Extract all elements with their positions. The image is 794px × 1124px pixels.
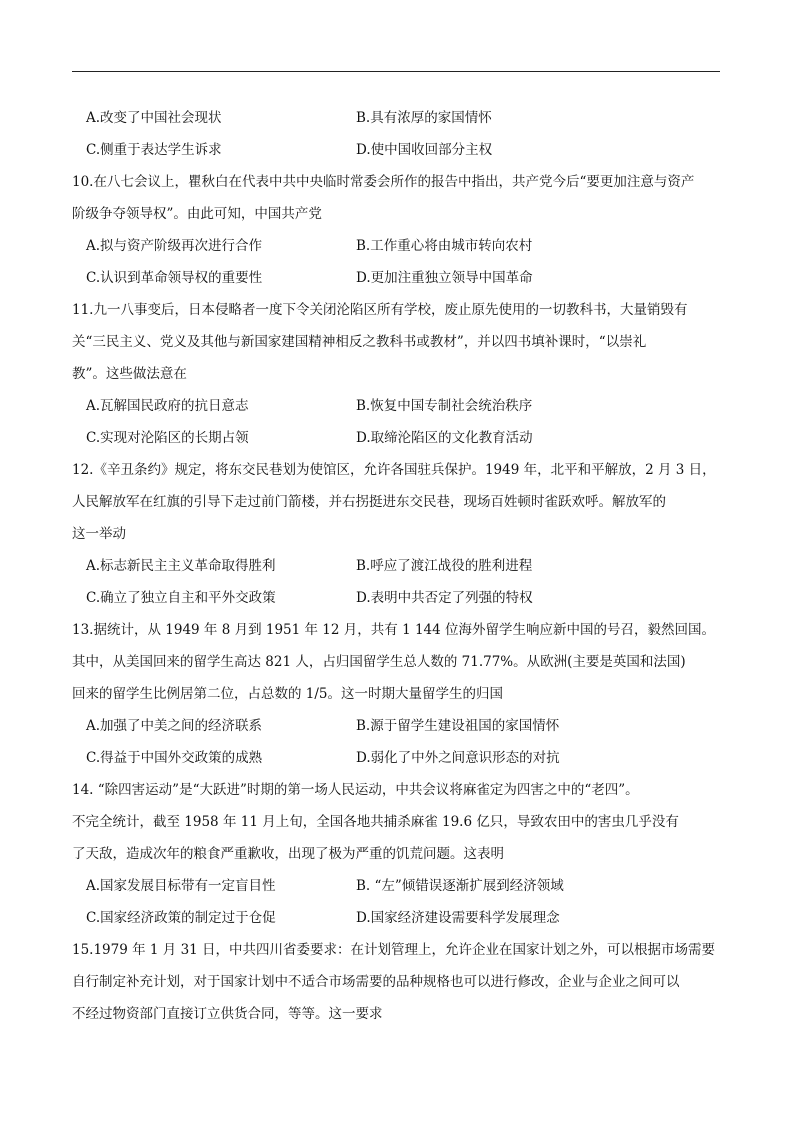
option-row — [72, 426, 722, 458]
answer-option: C.确立了独立自主和平外交政策 — [86, 590, 276, 606]
question-stem-line: 了天敌，造成次年的粮食严重歉收，出现了极为严重的饥荒问题。这表明 — [72, 846, 504, 862]
question-stem-line: 关“三民主义、党义及其他与新国家建国精神相反之教科书或教材”，并以四书填补课时，“以崇礼 — [72, 334, 647, 350]
option-row — [72, 906, 722, 938]
option-row — [72, 138, 722, 170]
question-stem-first-line: 14. “除四害运动”是“大跃进”时期的第一场人民运动，中共会议将麻雀定为四害之中的“老四”。 — [72, 782, 639, 798]
option-row — [72, 106, 722, 138]
answer-option: B. “左”倾错误逐渐扩展到经济领域 — [356, 878, 564, 894]
question-stem-line: 回来的留学生比例居第二位，占总数的 1/5。这一时期大量留学生的归国 — [72, 686, 504, 702]
answer-option: C.认识到革命领导权的重要性 — [86, 270, 263, 286]
question-stem-line: 教”。这些做法意在 — [72, 366, 187, 382]
answer-option: C.国家经济政策的制定过于仓促 — [86, 910, 276, 926]
answer-option: B.呼应了渡江战役的胜利进程 — [356, 558, 533, 574]
question-block — [72, 298, 722, 458]
answer-option: A.标志新民主主义革命取得胜利 — [86, 558, 276, 574]
question-stem-line: 阶级争夺领导权”。由此可知，中国共产党 — [72, 206, 322, 222]
answer-option: D.弱化了中外之间意识形态的对抗 — [356, 750, 560, 766]
option-row — [72, 586, 722, 618]
question-block — [72, 458, 722, 618]
question-stem-first-line: 10.在八七会议上，瞿秋白在代表中共中央临时常委会所作的报告中指出，共产党今后“要更加注意与资产 — [72, 174, 695, 190]
answer-option: A.加强了中美之间的经济联系 — [86, 718, 263, 734]
question-block — [72, 778, 722, 938]
answer-option: B.恢复中国专制社会统治秩序 — [356, 398, 533, 414]
question-list — [72, 106, 722, 1034]
answer-option: D.更加注重独立领导中国革命 — [356, 270, 533, 286]
question-stem-first-line: 15.1979 年 1 月 31 日，中共四川省委要求：在计划管理上，允许企业在国家计划之外，可以根据市场需要 — [72, 942, 716, 958]
question-stem-line: 这一举动 — [72, 526, 126, 542]
question-stem-line: 其中，从美国回来的留学生高达 821 人，占归国留学生总人数的 71.77%。从欧洲(主要是英国和法国) — [72, 654, 686, 670]
option-row — [72, 714, 722, 746]
answer-option: B.源于留学生建设祖国的家国情怀 — [356, 718, 560, 734]
question-stem-first-line: 13.据统计，从 1949 年 8 月到 1951 年 12 月，共有 1 144 位海外留学生响应新中国的号召，毅然回国。 — [72, 622, 716, 638]
answer-option: C.实现对沦陷区的长期占领 — [86, 430, 249, 446]
answer-option: D.取缔沦陷区的文化教育活动 — [356, 430, 533, 446]
question-stem-line: 不经过物资部门直接订立供货合同，等等。这一要求 — [72, 1006, 383, 1022]
question-stem-line: 不完全统计，截至 1958 年 11 月上旬，全国各地共捕杀麻雀 19.6 亿只，导致农田中的害虫几乎没有 — [72, 814, 679, 830]
answer-option: D.国家经济建设需要科学发展理念 — [356, 910, 560, 926]
answer-option: A.改变了中国社会现状 — [86, 110, 222, 126]
answer-option: A.拟与资产阶级再次进行合作 — [86, 238, 263, 254]
question-stem-first-line: 12.《辛丑条约》规定，将东交民巷划为使馆区，允许各国驻兵保护。1949 年，北平和平解放，2 月 3 日， — [72, 462, 716, 478]
option-row — [72, 234, 722, 266]
option-row — [72, 554, 722, 586]
question-block — [72, 618, 722, 778]
question-block — [72, 106, 722, 170]
question-stem-line: 自行制定补充计划，对于国家计划中不适合市场需要的品种规格也可以进行修改，企业与企业之间可以 — [72, 974, 680, 990]
question-stem-line: 人民解放军在红旗的引导下走过前门箭楼，并右拐挺进东交民巷，现场百姓顿时雀跃欢呼。解放军的 — [72, 494, 666, 510]
option-row — [72, 746, 722, 778]
answer-option: A.瓦解国民政府的抗日意志 — [86, 398, 249, 414]
option-row — [72, 874, 722, 906]
answer-option: C.得益于中国外交政策的成熟 — [86, 750, 263, 766]
answer-option: B.具有浓厚的家国情怀 — [356, 110, 492, 126]
question-block — [72, 938, 722, 1034]
header-rule — [72, 71, 720, 72]
answer-option: A.国家发展目标带有一定盲目性 — [86, 878, 276, 894]
answer-option: B.工作重心将由城市转向农村 — [356, 238, 533, 254]
question-stem-first-line: 11.九一八事变后，日本侵略者一度下令关闭沦陷区所有学校，废止原先使用的一切教科书，大量销毁有 — [72, 302, 688, 318]
answer-option: C.侧重于表达学生诉求 — [86, 142, 222, 158]
question-block — [72, 170, 722, 298]
option-row — [72, 266, 722, 298]
answer-option: D.表明中共否定了列强的特权 — [356, 590, 533, 606]
answer-option: D.使中国收回部分主权 — [356, 142, 493, 158]
option-row — [72, 394, 722, 426]
